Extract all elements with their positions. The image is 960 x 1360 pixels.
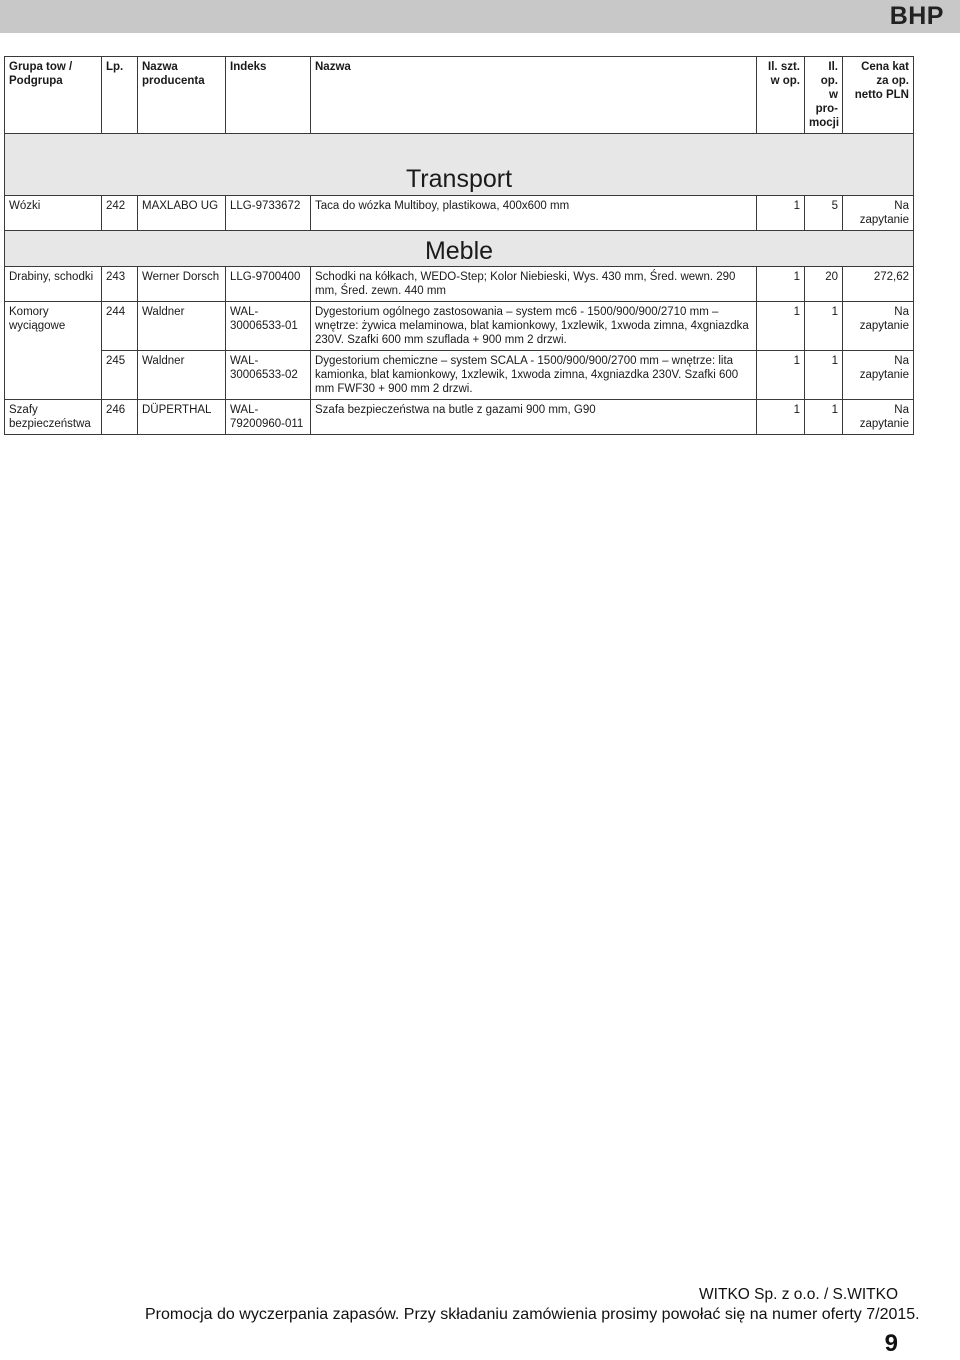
cell-packs: 1 (805, 351, 843, 400)
cell-group (5, 351, 102, 400)
cell-packs: 1 (805, 400, 843, 435)
cell-name: Taca do wózka Multiboy, plastikowa, 400x600 mm (311, 196, 757, 231)
cell-index: WAL-30006533-01 (226, 302, 311, 351)
cell-lp: 244 (102, 302, 138, 351)
cell-index: LLG-9733672 (226, 196, 311, 231)
cell-qty: 1 (757, 400, 805, 435)
cell-price: Na zapytanie (843, 351, 914, 400)
col-header-name: Nazwa (311, 57, 757, 134)
cell-group: Komory wyciągowe (5, 302, 102, 351)
col-header-packs: Il. op. w pro-mocji (805, 57, 843, 134)
price-table (4, 56, 914, 435)
cell-packs: 1 (805, 302, 843, 351)
cell-producer: MAXLABO UG (138, 196, 226, 231)
cell-price: Na zapytanie (843, 302, 914, 351)
col-header-index: Indeks (226, 57, 311, 134)
footer-company: WITKO Sp. z o.o. / S.WITKO (699, 1286, 898, 1303)
cell-producer: Werner Dorsch (138, 267, 226, 302)
cell-qty: 1 (757, 302, 805, 351)
cell-group: Szafy bezpieczeństwa (5, 400, 102, 435)
section-row-meble (5, 231, 914, 267)
section-title-meble: Meble (5, 231, 914, 267)
cell-qty: 1 (757, 267, 805, 302)
cell-packs: 20 (805, 267, 843, 302)
cell-price: Na zapytanie (843, 196, 914, 231)
table-row (5, 400, 914, 435)
cell-name: Szafa bezpieczeństwa na butle z gazami 900 mm, G90 (311, 400, 757, 435)
cell-lp: 246 (102, 400, 138, 435)
cell-price: 272,62 (843, 267, 914, 302)
table-header-row (5, 57, 914, 134)
cell-lp: 243 (102, 267, 138, 302)
cell-packs: 5 (805, 196, 843, 231)
col-header-price: Cena kat za op. netto PLN (843, 57, 914, 134)
cell-qty: 1 (757, 196, 805, 231)
table-row (5, 196, 914, 231)
cell-lp: 245 (102, 351, 138, 400)
col-header-group: Grupa tow / Podgrupa (5, 57, 102, 134)
section-row-transport (5, 134, 914, 196)
col-header-producer: Nazwa producenta (138, 57, 226, 134)
cell-producer: Waldner (138, 302, 226, 351)
cell-price: Na zapytanie (843, 400, 914, 435)
cell-name: Schodki na kółkach, WEDO-Step; Kolor Niebieski, Wys. 430 mm, Śred. wewn. 290 mm, Śred. zewn. 440 mm (311, 267, 757, 302)
section-title: BHP (889, 2, 944, 30)
cell-group: Drabiny, schodki (5, 267, 102, 302)
table-row (5, 267, 914, 302)
table-row (5, 302, 914, 351)
cell-producer: Waldner (138, 351, 226, 400)
section-header-bar (0, 0, 960, 33)
col-header-qty: Il. szt. w op. (757, 57, 805, 134)
section-title-transport: Transport (5, 134, 914, 196)
cell-name: Dygestorium chemiczne – system SCALA - 1500/900/900/2700 mm – wnętrze: lita kamionka, blat kamionkowy, 1xzlewik, 1xwoda zimna, 4xgniazdka 230V. Szafki 600 mm FWF30 + 900 mm 2 drzwi. (311, 351, 757, 400)
cell-index: WAL-79200960-011 (226, 400, 311, 435)
cell-producer: DÜPERTHAL (138, 400, 226, 435)
footer-note: Promocja do wyczerpania zapasów. Przy składaniu zamówienia prosimy powołać się na numer oferty 7/2015. (145, 1306, 920, 1323)
cell-index: LLG-9700400 (226, 267, 311, 302)
col-header-lp: Lp. (102, 57, 138, 134)
cell-name: Dygestorium ogólnego zastosowania – system mc6 - 1500/900/900/2710 mm – wnętrze: żywica melaminowa, blat kamionkowy, 1xzlewik, 1xwoda zimna, 4xgniazdka 230V. Szafki 600 mm szuflada + 900 mm 2 drzwi. (311, 302, 757, 351)
cell-group: Wózki (5, 196, 102, 231)
cell-index: WAL-30006533-02 (226, 351, 311, 400)
table-row (5, 351, 914, 400)
cell-qty: 1 (757, 351, 805, 400)
cell-lp: 242 (102, 196, 138, 231)
page-number: 9 (884, 1330, 898, 1357)
